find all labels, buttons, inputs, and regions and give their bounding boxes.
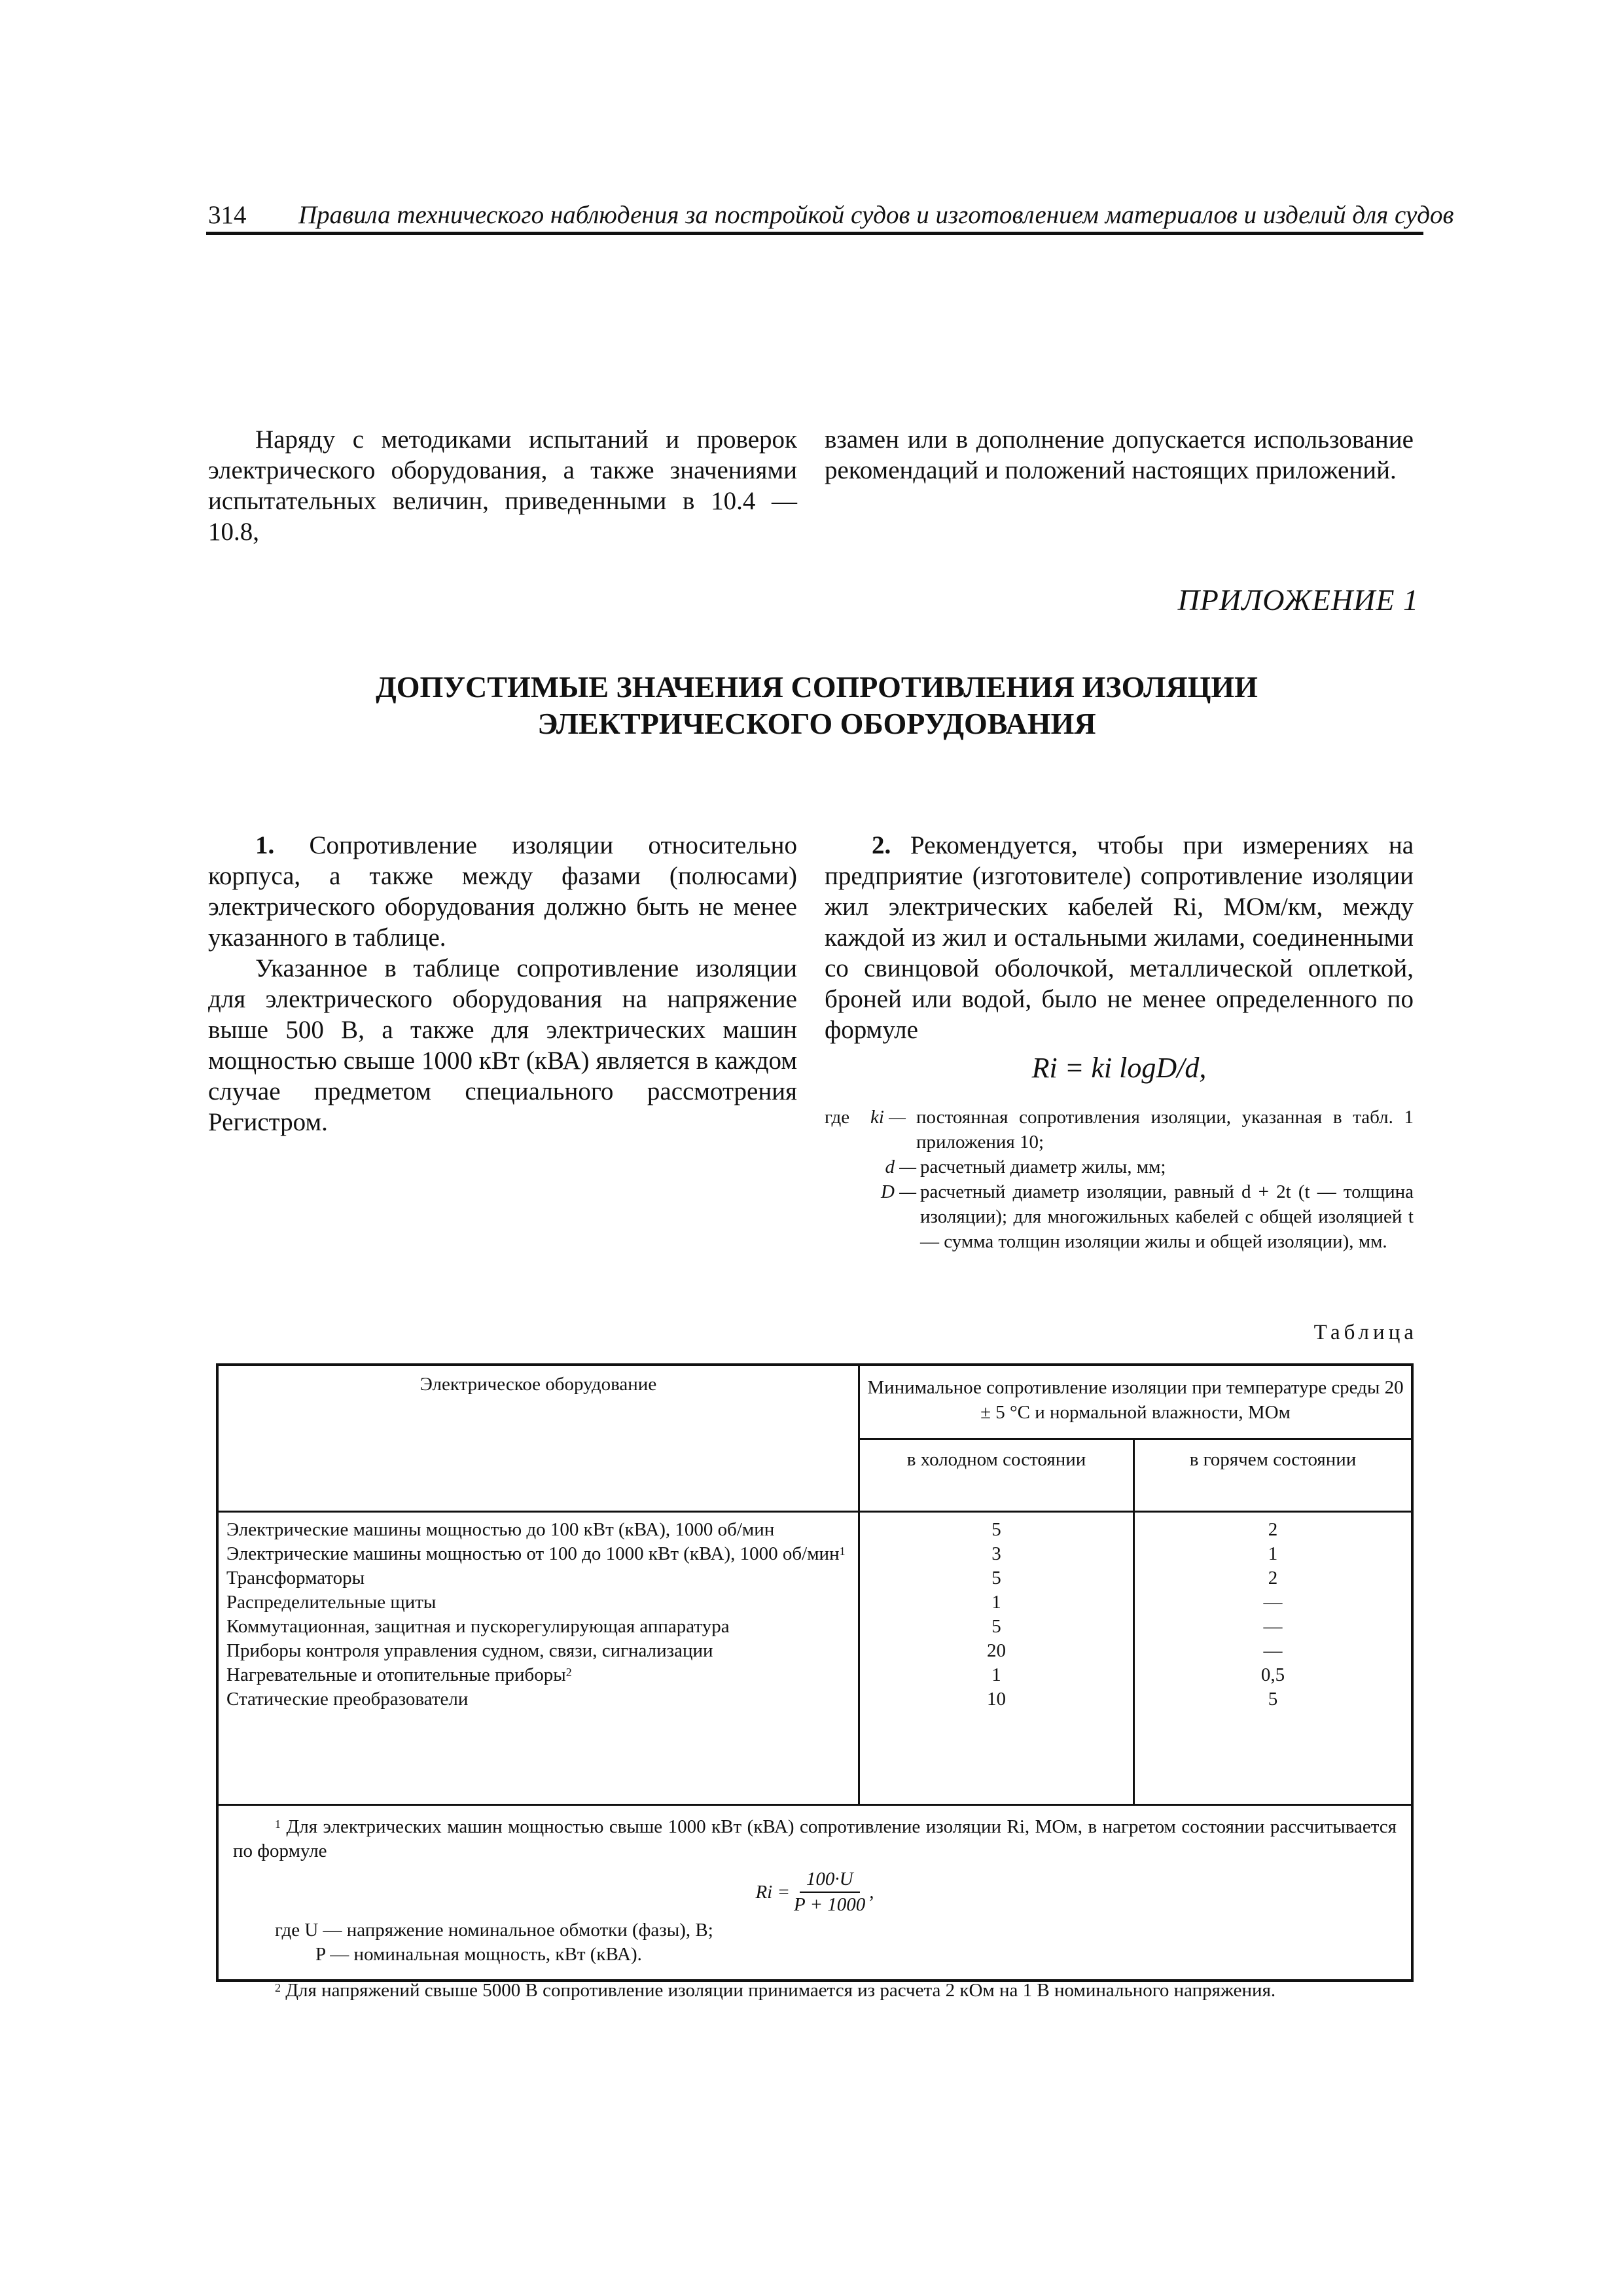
row-cold: 3 (991, 1543, 1001, 1564)
row-hot: 2 (1268, 1519, 1278, 1540)
header-min-resistance: Минимальное сопротивление изоляции при температуре среды 20 ± 5 °С и нормальной влажности, МОм (867, 1377, 1404, 1423)
appendix-label: ПРИЛОЖЕНИЕ 1 (1177, 583, 1419, 617)
footnote-mark: 1 (839, 1545, 846, 1558)
where-p: P — номинальная мощность, кВт (кВА). (315, 1944, 642, 1965)
row-hot: 0,5 (1260, 1664, 1285, 1685)
formula-ri-hot (233, 1867, 1397, 1917)
formula-legend (825, 1105, 1414, 1254)
row-hot: — (1263, 1592, 1283, 1613)
section-2-paragraph-1 (825, 830, 1414, 1045)
legend-text-k: постоянная сопротивления изоляции, указанная в табл. 1 приложения 10; (916, 1107, 1414, 1153)
section-heading (208, 669, 1425, 742)
where-u: где U — напряжение номинальное обмотки (фазы), В; (275, 1920, 713, 1941)
running-title: Правила технического наблюдения за постройкой судов и изготовлением материалов и изделий для судов (298, 201, 1454, 229)
intro-right-column (825, 424, 1414, 486)
row-equipment: Статические преобразователи (226, 1689, 469, 1710)
row-cold: 1 (991, 1592, 1001, 1613)
legend-text-d: расчетный диаметр жилы, мм; (920, 1157, 1166, 1177)
row-cold: 5 (991, 1519, 1001, 1540)
formula-fraction (794, 1867, 865, 1917)
table-notes (219, 1806, 1411, 2003)
page-number: 314 (208, 201, 247, 229)
footnote-1-text: Для электрических машин мощностью свыше 1000 кВт (кВА) сопротивление изоляции Ri, МОм, в нагретом состоянии рассчитывается по формуле (233, 1816, 1397, 1861)
formula-numerator: 100·U (800, 1867, 860, 1893)
footnote-mark: 2 (565, 1666, 572, 1679)
section-2-text-1: Рекомендуется, чтобы при измерениях на предприятие (изготовителе) сопротивление изоляции жил электрических кабелей Ri, МОм/км, между каждой из жил и остальными жилами, соединенными со свинцовой оболочкой, металлической оплеткой, броней или водой, было не менее определенного по формуле (825, 831, 1414, 1044)
header-hot: в горячем состоянии (1189, 1449, 1357, 1470)
footnote-1 (233, 1815, 1397, 1863)
row-equipment: Коммутационная, защитная и пускорегулирующая аппаратура (226, 1616, 730, 1637)
legend-row-d (825, 1155, 1414, 1179)
row-cold: 10 (987, 1689, 1006, 1710)
header-cold: в холодном состоянии (860, 1440, 1135, 1511)
table-row (219, 1542, 1411, 1566)
formula-denominator: P + 1000 (794, 1894, 866, 1915)
row-equipment: Приборы контроля управления судном, связи, сигнализации (226, 1640, 713, 1661)
footnote-2 (233, 1979, 1397, 2003)
legend-where: где (825, 1107, 850, 1128)
section-1-text-1: Сопротивление изоляции относительно корпуса, а также между фазами (полюсами) электрического оборудования должно быть не менее указанного в таблице. (208, 831, 797, 952)
section-1-paragraph-2: Указанное в таблице сопротивление изоляции для электрического оборудования на напряжение выше 500 В, а также для электрических машин мощностью свыше 1000 кВт (кВА) является в каждом случае предметом специального рассмотрения Регистром. (208, 954, 797, 1136)
legend-key-D: D — (881, 1181, 916, 1202)
row-equipment: Электрические машины мощностью от 100 до 1000 кВт (кВА), 1000 об/мин$^1$ (226, 1543, 846, 1564)
row-equipment: Электрические машины мощностью до 100 кВт (кВА), 1000 об/мин (226, 1519, 775, 1540)
heading-line-1: ДОПУСТИМЫЕ ЗНАЧЕНИЯ СОПРОТИВЛЕНИЯ ИЗОЛЯЦИИ (376, 670, 1258, 704)
formula-lhs: Ri = (755, 1881, 791, 1903)
table-body (219, 1518, 1411, 1712)
heading-line-2: ЭЛЕКТРИЧЕСКОГО ОБОРУДОВАНИЯ (537, 707, 1096, 740)
table-row (219, 1687, 1411, 1712)
row-equipment: Трансформаторы (226, 1568, 365, 1588)
footnote-1-mark: 1 (275, 1818, 281, 1831)
section-2-number: 2. (872, 831, 891, 859)
intro-left-column (208, 424, 797, 547)
legend-row-k (825, 1105, 1414, 1155)
table-row (219, 1663, 1411, 1687)
table-row (219, 1518, 1411, 1542)
footnote-2-mark: 2 (275, 1981, 281, 1994)
header-equipment: Электрическое оборудование (219, 1366, 860, 1511)
formula-tail: , (869, 1881, 874, 1903)
legend-row-D (825, 1179, 1414, 1254)
row-cold: 20 (987, 1640, 1006, 1661)
intro-right-text: взамен или в дополнение допускается использование рекомендаций и положений настоящих приложений. (825, 425, 1414, 484)
table-caption: Таблица (1313, 1321, 1418, 1344)
section-1-number: 1. (255, 831, 275, 859)
row-hot: 1 (1268, 1543, 1278, 1564)
section-2 (825, 830, 1414, 1045)
row-cold: 5 (991, 1616, 1001, 1637)
table-row (219, 1615, 1411, 1639)
section-1-paragraph-1 (208, 830, 797, 953)
legend-key-d: d — (885, 1157, 916, 1177)
row-cold: 5 (991, 1568, 1001, 1588)
formula-ri: Ri = ki logD/d, (1031, 1052, 1207, 1084)
row-hot: 2 (1268, 1568, 1278, 1588)
row-hot: — (1263, 1616, 1283, 1637)
resistance-table (216, 1363, 1414, 2001)
table-row (219, 1590, 1411, 1615)
header-rule (206, 232, 1423, 235)
table-row (219, 1639, 1411, 1663)
intro-left-text: Наряду с методиками испытаний и проверок электрического оборудования, а также значениями испытательных величин, приведенными в 10.4 —10.8, (208, 425, 797, 546)
section-1 (208, 830, 797, 1138)
header-bottom-rule (219, 1511, 1411, 1513)
row-hot: 5 (1268, 1689, 1278, 1710)
row-hot: — (1263, 1640, 1283, 1661)
row-equipment: Нагревательные и отопительные приборы$^2$ (226, 1664, 572, 1685)
table-row (219, 1566, 1411, 1590)
row-equipment: Распределительные щиты (226, 1592, 437, 1613)
footnote-2-text: Для напряжений свыше 5000 В сопротивление изоляции принимается из расчета 2 кОм на 1 В номинального напряжения. (285, 1980, 1276, 2001)
legend-key-k: ki — (870, 1107, 906, 1128)
row-cold: 1 (991, 1664, 1001, 1685)
legend-text-D: расчетный диаметр изоляции, равный d + 2t (t — толщина изоляции); для многожильных кабелей с общей изоляцией t — сумма толщин изоляции жилы и общей изоляции), мм. (920, 1181, 1414, 1252)
